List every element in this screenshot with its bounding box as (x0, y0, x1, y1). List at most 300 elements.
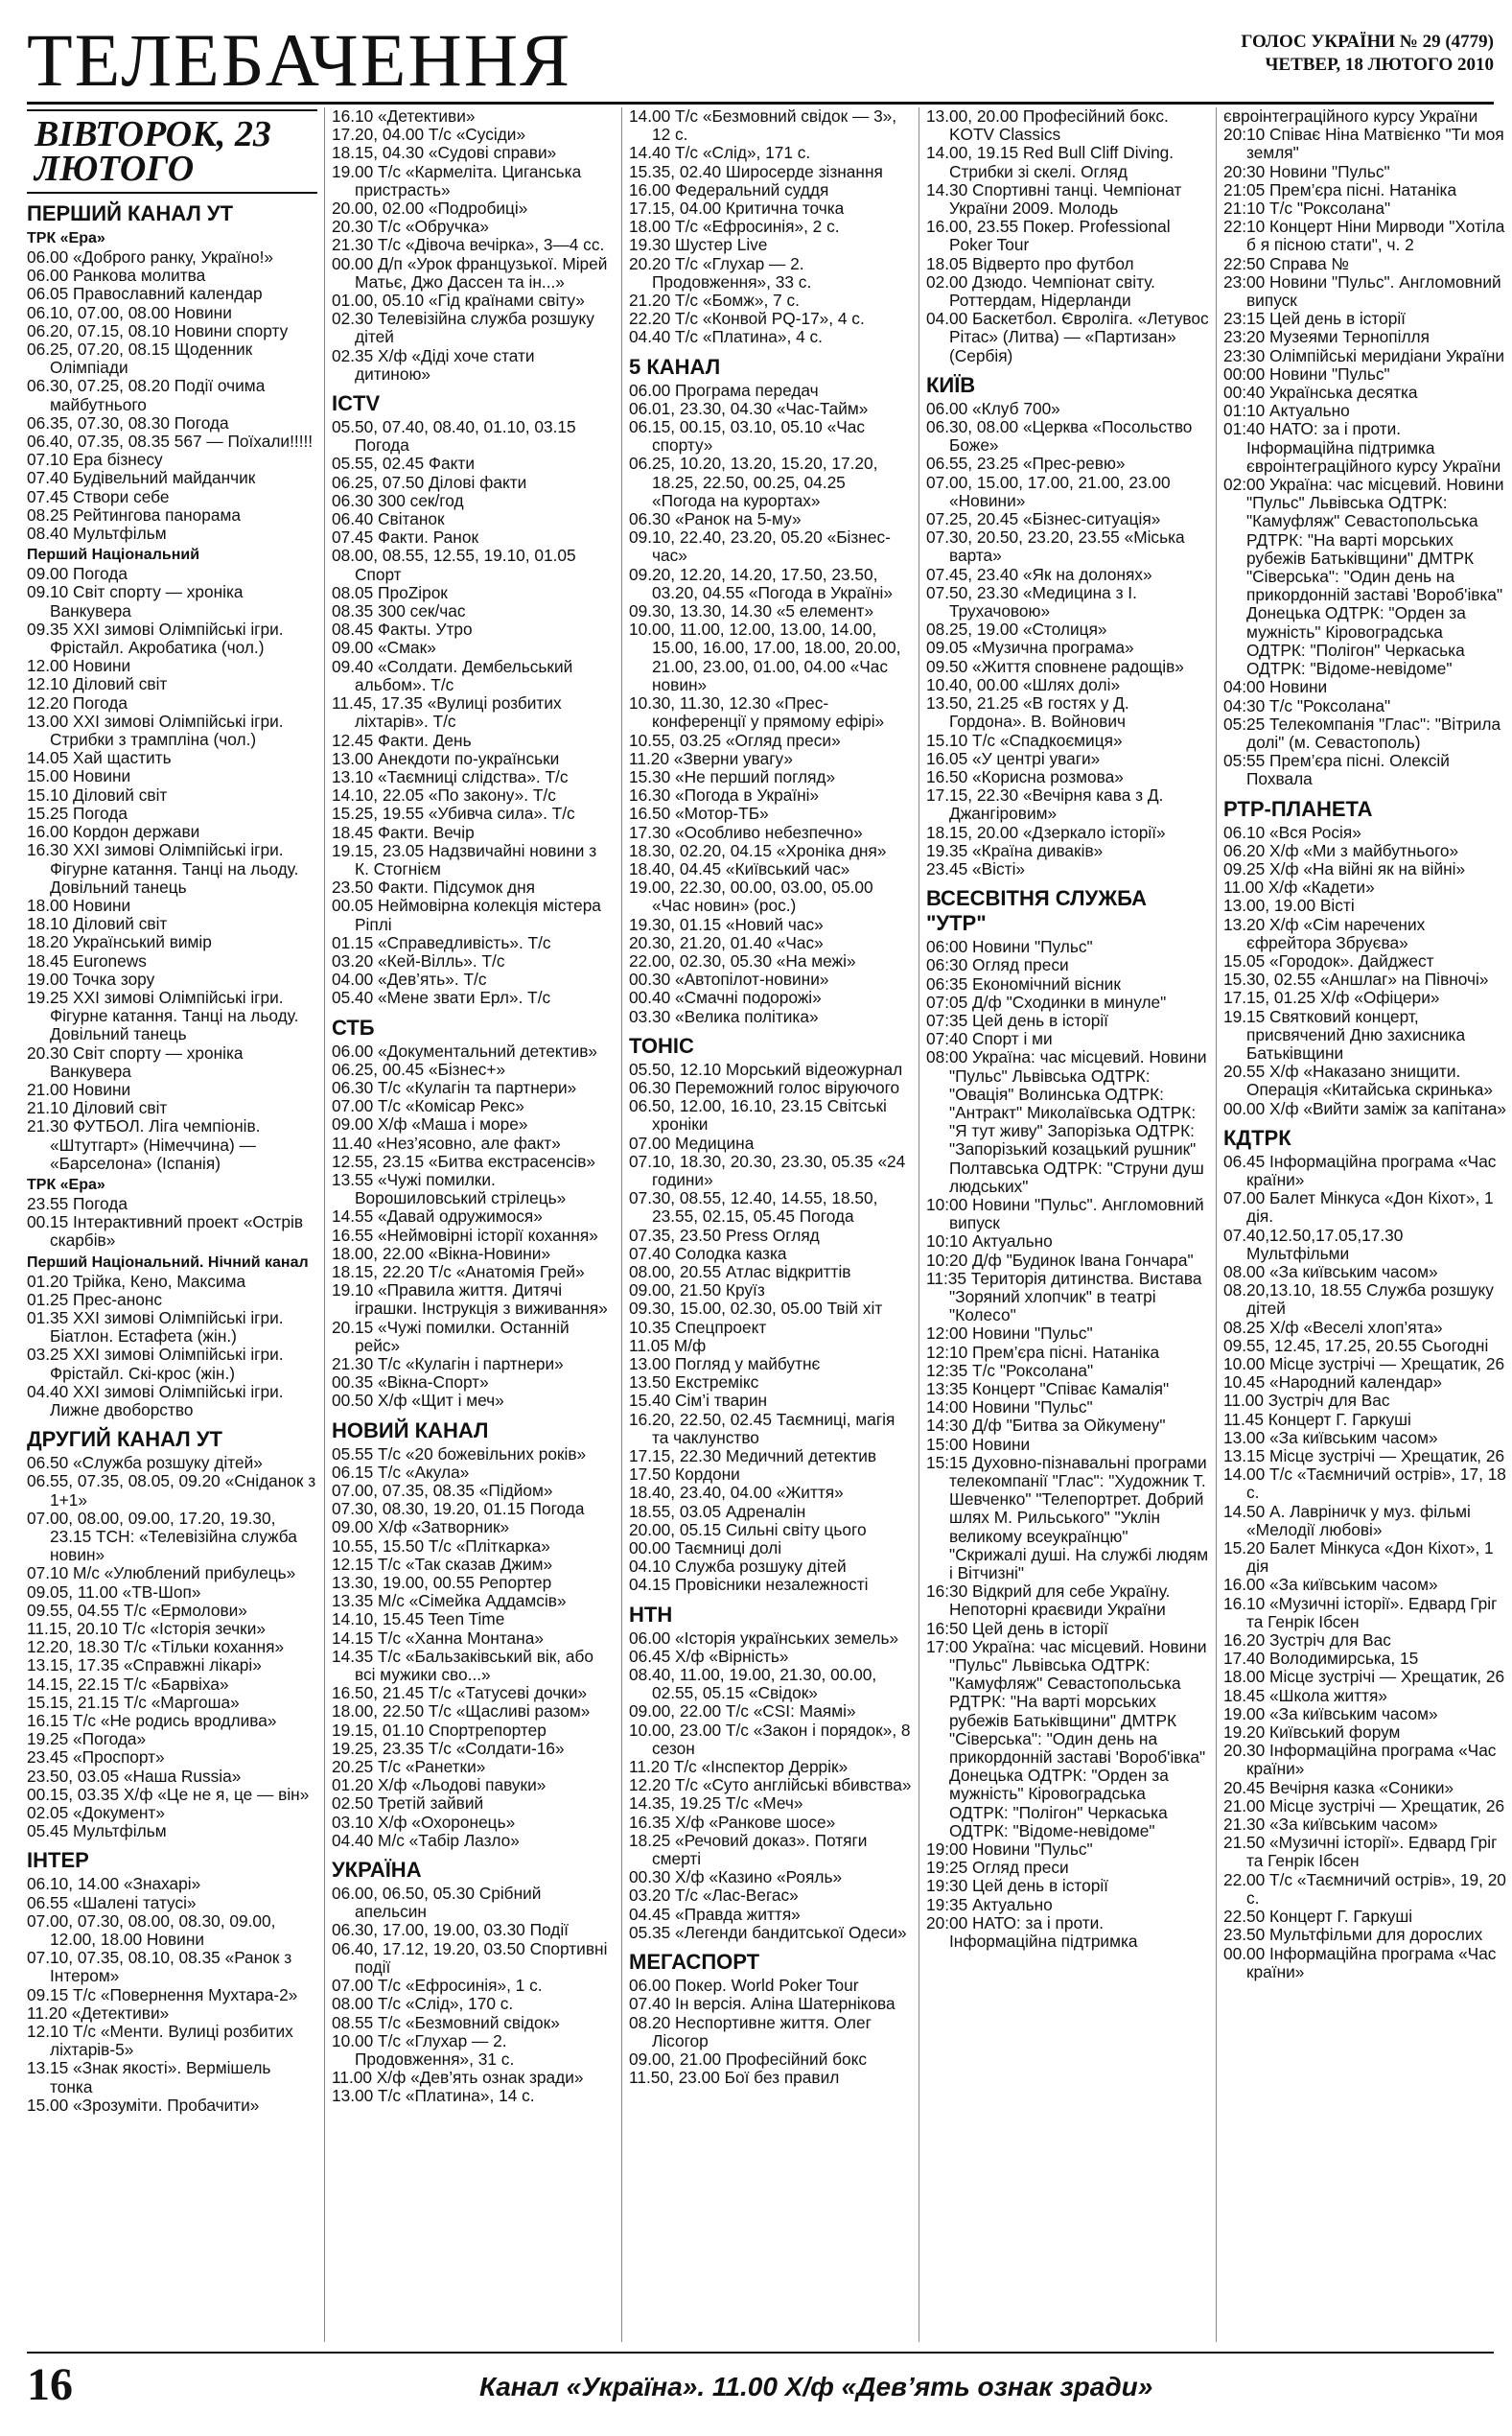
program-item: 14:00 Новини "Пульс" (926, 1397, 1093, 1417)
program-item: 12.10 Т/с «Менти. Вулиці розбитих ліхтарів-5» (27, 2022, 293, 2060)
channel-subheading: Перший Національний (27, 547, 200, 564)
newspaper-issue: ГОЛОС УКРАЇНИ № 29 (4779) (1241, 32, 1494, 52)
program-item: 10.00 Т/с «Глухар — 2. Продовження», 31 с. (332, 2030, 515, 2069)
program-item: 14.40 Т/с «Слід», 171 с. (629, 143, 811, 163)
program-item: 16.30 XXI зимові Олімпійські ігри. Фігурне катання. Танці на льоду. Довільний танець (27, 840, 299, 897)
program-item: 06.35, 07.30, 08.30 Погода (27, 412, 229, 433)
program-item: 04.40 Т/с «Платина», 4 с. (629, 327, 823, 347)
program-item: 02.50 Третій зайвий (332, 1793, 484, 1814)
program-item: 09.35 XXI зимові Олімпійські ігри. Фрістайл. Акробатика (чол.) (27, 619, 284, 658)
program-item: 11.15, 20.10 Т/с «Історія зечки» (27, 1619, 266, 1639)
program-item: 09.10, 22.40, 23.20, 05.20 «Бізнес-час» (629, 527, 891, 566)
program-item: 06.00 «Історія українських земель» (629, 1628, 899, 1648)
program-item: 21.00 Новини (27, 1079, 131, 1099)
program-item: 08.00 Т/с «Слід», 170 с. (332, 1994, 514, 2014)
program-item: 08.35 300 сек/час (332, 601, 466, 621)
program-item: 08.25 Х/ф «Веселі хлоп’ята» (1223, 1317, 1443, 1337)
program-item: 13.10 «Таємниці слідства». Т/с (332, 766, 569, 786)
program-item: 21.30 «За київським часом» (1223, 1815, 1438, 1835)
channel-heading: ICTV (332, 391, 381, 416)
program-item: 14.15, 22.15 Т/с «Барвіха» (27, 1674, 229, 1694)
program-item: 06.30 Т/с «Кулагін та партнери» (332, 1077, 577, 1097)
program-item: 04.00 «Дев’ять». Т/с (332, 970, 487, 990)
program-item: 03.20 «Кей-Вілль». Т/с (332, 950, 505, 971)
program-item: 06.00 «Документальний детектив» (332, 1041, 598, 1061)
program-item: 07.40 Ін версія. Аліна Шатернікова (629, 1994, 896, 2014)
program-item: 08.40, 11.00, 19.00, 21.30, 00.00, 02.55, 05.15 «Свідок» (629, 1665, 877, 1703)
program-item: 07.30, 20.50, 23.20, 23.55 «Міська варта» (926, 527, 1185, 566)
program-item: 19.30, 01.15 «Новий час» (629, 914, 824, 934)
program-item: 18.25 «Речовий доказ». Потяги смерті (629, 1830, 868, 1869)
program-item: 11.00 Зустріч для Вас (1223, 1391, 1390, 1411)
program-item: 14.00, 19.15 Red Bull Cliff Diving. Стрибки зі скелі. Огляд (926, 143, 1175, 181)
program-item: 10.00, 23.00 Т/с «Закон і порядок», 8 сезон (629, 1720, 911, 1758)
program-item: 00.35 «Вікна-Спорт» (332, 1372, 489, 1393)
program-item: 06.00 «Клуб 700» (926, 398, 1060, 418)
program-item: 15.10 Діловий світ (27, 785, 168, 805)
program-item: 06.30, 08.00 «Церква «Посольство Боже» (926, 417, 1193, 456)
program-item: 18.00 Місце зустрічі — Хрещатик, 26 (1223, 1667, 1505, 1687)
program-item: 15.00 Новини (27, 766, 131, 786)
program-item: 19.10 «Правила життя. Дитячі іграшки. Інструкція з виживання» (332, 1280, 608, 1319)
program-item: 14.05 Хай щастить (27, 748, 172, 768)
program-item: 16.00 «За київським часом» (1223, 1575, 1438, 1595)
program-item: 09.00 Х/ф «Маша і море» (332, 1114, 528, 1135)
program-item: 07.40,12.50,17.05,17.30 Мультфільми (1223, 1225, 1404, 1263)
program-item: 15:00 Новини (926, 1434, 1031, 1454)
program-item: 10.30, 11.30, 12.30 «Прес-конференції у прямому ефірі» (629, 693, 885, 732)
program-item: 01.15 «Справедливість». Т/с (332, 932, 551, 952)
program-item: 09.00, 21.50 Круїз (629, 1280, 765, 1300)
program-item: 23:30 Олімпійські меридіани України (1223, 345, 1505, 365)
program-item: 21.30 ФУТБОЛ. Ліга чемпіонів. «Штутгарт» (Німеччина) — «Барселона» (Іспанія) (27, 1116, 261, 1173)
program-item: 06.10 «Вся Росія» (1223, 822, 1361, 842)
program-item: 00.05 Неймовірна колекція містера Ріплі (332, 896, 601, 934)
program-item: 19.25, 23.35 Т/с «Солдати-16» (332, 1738, 565, 1758)
channel-heading: 5 КАНАЛ (629, 354, 721, 379)
program-item: 05.45 Мультфільм (27, 1821, 167, 1841)
program-item: 10:00 Новини "Пульс". Англомовний випуск (926, 1194, 1204, 1233)
program-item: 11.00 Х/ф «Дев’ять ознак зради» (332, 2068, 584, 2088)
program-item: 09.05 «Музична програма» (926, 638, 1134, 658)
program-item: 07.10, 07.35, 08.10, 08.35 «Ранок з Інтером» (27, 1948, 292, 1986)
program-item: 00.00 Х/ф «Вийти заміж за капітана» (1223, 1098, 1507, 1118)
program-item: 14.30 Спортивні танці. Чемпіонат України 2009. Молодь (926, 179, 1182, 219)
program-item: 06.30 300 сек/год (332, 490, 464, 510)
program-item: 13:35 Концерт "Співає Камалія" (926, 1379, 1170, 1398)
program-item: 21.30 Т/с «Дівоча вечірка», 3—4 сс. (332, 235, 605, 255)
program-item: 06.30 «Ранок на 5-му» (629, 509, 802, 529)
program-item: 06.40 Світанок (332, 509, 445, 529)
program-item: 09.25 Х/ф «На війні як на війні» (1223, 858, 1466, 878)
program-item: 16.50 «Корисна розмова» (926, 766, 1124, 786)
program-item: 07:40 Спорт і ми (926, 1029, 1053, 1049)
program-item: 16.00 Кордон держави (27, 822, 200, 842)
program-item: 19:30 Цей день в історії (926, 1876, 1108, 1896)
program-item: 14:30 Д/ф "Битва за Ойкумену" (926, 1416, 1166, 1436)
program-item: 12.45 Факти. День (332, 730, 472, 750)
program-item: 09.55, 12.45, 17.25, 20.55 Сьогодні (1223, 1335, 1489, 1355)
program-item: 04.00 Баскетбол. Євроліга. «Летувос Рітас» (Литва) — «Партизан» (Сербія) (926, 309, 1209, 365)
program-item: 18.00, 22.50 Т/с «Щасливі разом» (332, 1701, 591, 1722)
channel-heading: НОВИЙ КАНАЛ (332, 1417, 489, 1442)
program-item: 11.20 Т/с «Інспектор Деррік» (629, 1757, 849, 1777)
program-item: 15.10 Т/с «Спадкоємиця» (926, 730, 1123, 750)
program-item: 06:00 Новини "Пульс" (926, 937, 1093, 957)
program-item: 09.00 Погода (27, 564, 128, 584)
program-item: 07.10 Ера бізнесу (27, 450, 163, 470)
program-item: 08.45 Факты. Утро (332, 620, 473, 640)
program-item: 13.50 Екстремікс (629, 1372, 759, 1393)
program-item: 13.00, 20.00 Професійний бокс. KOTV Classics (926, 107, 1169, 145)
program-item: 01:40 НАТО: за і проти. Інформаційна підтримка євроінтеграційного курсу України (1223, 419, 1501, 476)
program-item: 01.00, 05.10 «Гід країнами світу» (332, 291, 585, 311)
program-item: 19.00 «За київським часом» (1223, 1703, 1438, 1723)
program-item: 13.00 XXI зимові Олімпійські ігри. Стрибки з трампліна (чол.) (27, 711, 284, 750)
tv-listings (27, 107, 1507, 2342)
program-item: 05:25 Телекомпанія "Глас": "Вітрила долі" (м. Севастополь) (1223, 714, 1501, 752)
header-rule (27, 102, 1494, 105)
program-item: 20.20 Т/с «Глухар — 2. Продовження», 33 с. (629, 253, 812, 292)
program-item: 00.50 Х/ф «Щит і меч» (332, 1391, 504, 1411)
program-item: 08:00 Україна: час місцевий. Новини "Пульс" Львівська ОДТРК: "Овація" Волинська ОДТРК: "Антракт" Миколаївська ОДТРК: "Я тут живу" Запорізька ОДТРК: "Запорізький козацький рушник" Полтавська ОДТРК: "Струни душ людських" (926, 1047, 1207, 1196)
program-item: 08.20,13.10, 18.55 Служба розшуку дітей (1223, 1280, 1494, 1319)
column-1 (27, 107, 324, 2342)
program-item: 18.15, 20.00 «Дзеркало історії» (926, 822, 1166, 842)
day-heading: ВІВТОРОК, 23 ЛЮТОГО (27, 109, 317, 194)
program-item: 18.30, 02.20, 04.15 «Хроніка дня» (629, 840, 887, 860)
program-item: євроінтеграційного курсу України (1223, 107, 1478, 126)
program-item: 20:30 Новини "Пульс" (1223, 161, 1390, 181)
program-item: 20.45 Вечірня казка «Соники» (1223, 1777, 1454, 1797)
program-item: 18.10 Діловий світ (27, 914, 168, 934)
program-item: 07.00 Балет Мінкуса «Дон Кіхот», 1 дія. (1223, 1188, 1494, 1227)
program-item: 10.00, 11.00, 12.00, 13.00, 14.00, 15.00, 16.00, 17.00, 18.00, 20.00, 21.00, 23.00, 01.00, 04.00 «Час новин» (629, 620, 901, 694)
program-item: 00.00 Інформаційна програма «Час країни» (1223, 1943, 1497, 1981)
program-item: 15.05 «Городок». Дайджест (1223, 950, 1434, 971)
program-item: 05.55, 02.45 Факти (332, 454, 475, 474)
program-item: 10:10 Актуально (926, 1231, 1053, 1252)
program-item: 07.00, 15.00, 17.00, 21.00, 23.00 «Новини» (926, 472, 1171, 510)
program-item: 07:35 Цей день в історії (926, 1010, 1108, 1030)
program-item: 21:10 Т/с "Роксолана" (1223, 199, 1391, 219)
program-item: 11.45, 17.35 «Вулиці розбитих ліхтарів». Т/с (332, 693, 562, 732)
program-item: 21.20 Т/с «Бомж», 7 с. (629, 291, 800, 311)
program-item: 18.00, 22.00 «Вікна-Новини» (332, 1243, 551, 1263)
program-item: 13.15 «Знак якості». Вермішель тонка (27, 2058, 271, 2096)
footer-promo: Канал «Україна». 11.00 Х/ф «Дев’ять ознак зради» (479, 2372, 1153, 2401)
program-item: 07.10, 18.30, 20.30, 23.30, 05.35 «24 години» (629, 1151, 906, 1189)
program-item: 12:00 Новини "Пульс" (926, 1323, 1093, 1344)
program-item: 14.15 Т/с «Ханна Монтана» (332, 1628, 544, 1648)
program-item: 06:35 Економічний вісник (926, 973, 1121, 994)
program-item: 14.10, 22.05 «По закону». Т/с (332, 785, 556, 806)
program-item: 00.15 Інтерактивний проект «Острів скарбів» (27, 1212, 304, 1251)
program-item: 17:00 Україна: час місцевий. Новини "Пульс" Львівська ОДТРК: "Камуфляж" Севастопольська РДТРК: "На варті морських рубежів Батьківщини" ДМТРК "Сіверська": "Один день на прикордонній заставі 'Вороб'івка" Донецька ОДТРК: "Орден за мужність" Кіровоградська ОДТРК: "Полігон" Черкаська ОДТРК: "Відоме-невідоме" (926, 1636, 1207, 1840)
program-item: 05.50, 07.40, 08.40, 01.10, 03.15 Погода (332, 417, 576, 456)
program-item: 01:10 Актуально (1223, 401, 1350, 421)
program-item: 08.55 Т/с «Безмовний свідок» (332, 2012, 560, 2032)
program-item: 23.55 Погода (27, 1193, 128, 1213)
program-item: 12.20 Погода (27, 692, 128, 713)
program-item: 06.10, 07.00, 08.00 Новини (27, 302, 232, 322)
program-item: 06.50, 12.00, 16.10, 23.15 Світські хроніки (629, 1096, 887, 1135)
channel-heading: КИЇВ (926, 372, 976, 397)
section-title: ТЕЛЕБАЧЕННЯ (27, 18, 572, 102)
program-item: 16.00, 23.55 Покер. Professional Poker Tour (926, 217, 1171, 255)
program-item: 02.35 Х/ф «Діді хоче стати дитиною» (332, 345, 535, 384)
program-item: 07.35, 23.50 Press Огляд (629, 1225, 820, 1245)
program-item: 03.25 XXI зимові Олімпійські ігри. Фрістайл. Скі-крос (жін.) (27, 1345, 284, 1383)
program-item: 06.45 Інформаційна програма «Час країни» (1223, 1151, 1497, 1189)
program-item: 00.30 «Автопілот-новини» (629, 970, 829, 990)
program-item: 00:00 Новини "Пульс" (1223, 363, 1390, 384)
program-item: 09.00 Х/ф «Затворник» (332, 1517, 510, 1537)
program-item: 07.50, 23.30 «Медицина з І. Трухачовою» (926, 582, 1137, 621)
program-item: 16.55 «Неймовірні історії кохання» (332, 1225, 598, 1245)
program-item: 08.05 ПроZірок (332, 582, 448, 602)
program-item: 11.20 «Зверни увагу» (629, 748, 794, 768)
program-item: 04:00 Новини (1223, 677, 1328, 697)
program-item: 16.50, 21.45 Т/с «Татусеві дочки» (332, 1683, 588, 1703)
program-item: 14.55 «Давай одружимося» (332, 1206, 543, 1227)
program-item: 06:30 Огляд преси (926, 955, 1069, 975)
program-item: 08.00, 20.55 Атлас відкриттів (629, 1261, 851, 1281)
program-item: 01.20 Х/ф «Льодові павуки» (332, 1775, 547, 1795)
program-item: 22:50 Справа № (1223, 253, 1350, 273)
program-item: 12.20 Т/с «Суто англійські вбивства» (629, 1775, 912, 1795)
channel-heading: КДТРК (1223, 1125, 1291, 1150)
program-item: 19.30 Шустер Live (629, 235, 768, 255)
program-item: 06.10, 14.00 «Знахарі» (27, 1874, 201, 1894)
column-4 (919, 107, 1216, 2342)
channel-heading: ІНТЕР (27, 1848, 89, 1873)
program-item: 16:30 Відкрий для себе Україну. Непоторні краєвиди України (926, 1581, 1171, 1620)
program-item: 16.50 «Мотор-ТБ» (629, 804, 769, 824)
program-item: 10.55, 15.50 Т/с «Пліткарка» (332, 1535, 550, 1556)
program-item: 09.20, 12.20, 14.20, 17.50, 23.50, 03.20, 04.55 «Погода в Україні» (629, 564, 893, 602)
program-item: 01.25 Прес-анонс (27, 1289, 163, 1309)
program-item: 01.35 XXI зимові Олімпійські ігри. Біатлон. Естафета (жін.) (27, 1307, 284, 1347)
program-item: 19.00, 22.30, 00.00, 03.00, 05.00 «Час новин» (рос.) (629, 878, 873, 916)
program-item: 04:30 Т/с "Роксолана" (1223, 695, 1391, 715)
program-item: 13.55 «Чужі помилки. Ворошиловський стрілець» (332, 1169, 567, 1208)
program-item: 18.45 Факти. Вечір (332, 822, 475, 842)
program-item: 15.40 Сім’і тварин (629, 1391, 768, 1411)
program-item: 02.30 Телевізійна служба розшуку дітей (332, 309, 594, 347)
program-item: 18.20 Український вимір (27, 932, 212, 952)
program-item: 06.25, 07.50 Ділові факти (332, 472, 527, 492)
program-item: 17.15, 22.30 Медичний детектив (629, 1446, 877, 1466)
program-item: 18.00 Т/с «Ефросинія», 2 с. (629, 217, 840, 237)
program-item: 21.50 «Музичні історії». Едвард Гріг та Генрік Ібсен (1223, 1833, 1498, 1871)
program-item: 22.20 Т/с «Конвой PQ-17», 4 с. (629, 309, 865, 329)
program-item: 13.20 Х/ф «Сім наречених єфрейтора Збруєва» (1223, 914, 1426, 952)
program-item: 07.00, 07.35, 08.35 «Підйом» (332, 1481, 553, 1501)
program-item: 05:55 Прем’єра пісні. Олексій Похвала (1223, 751, 1450, 789)
program-item: 07.45, 23.40 «Як на долонях» (926, 564, 1152, 584)
program-item: 12:35 Т/с "Роксолана" (926, 1360, 1094, 1380)
program-item: 07.00, 08.00, 09.00, 17.20, 19.30, 23.15 ТСН: «Телевізійна служба новин» (27, 1508, 297, 1565)
program-item: 15.15, 21.15 Т/с «Маргоша» (27, 1692, 240, 1712)
program-item: 23.50, 03.05 «Наша Russia» (27, 1766, 242, 1786)
program-item: 02.00 Дзюдо. Чемпіонат світу. Роттердам, Нідерланди (926, 271, 1155, 311)
program-item: 10.00 Місце зустрічі — Хрещатик, 26 (1223, 1354, 1505, 1373)
channel-heading: ПЕРШИЙ КАНАЛ УТ (27, 201, 234, 225)
program-item: 06.25, 07.20, 08.15 Щоденник Олімпіади (27, 340, 253, 378)
program-item: 19.15, 01.10 Спортрепортер (332, 1720, 547, 1740)
program-item: 15.25, 19.55 «Убивча сила». Т/с (332, 804, 575, 824)
channel-subheading: Перший Національний. Нічний канал (27, 1253, 309, 1271)
program-item: 13.15 Місце зустрічі — Хрещатик, 26 (1223, 1446, 1505, 1466)
program-item: 13.35 М/с «Сімейка Аддамсів» (332, 1591, 567, 1611)
program-item: 08.25, 19.00 «Столиця» (926, 620, 1107, 640)
issue-info (1241, 31, 1494, 77)
program-item: 13.30, 19.00, 00.55 Репортер (332, 1573, 552, 1593)
program-item: 00.15, 03.35 Х/ф «Це не я, це — він» (27, 1784, 310, 1804)
program-item: 07.10 М/с «Улюблений прибулець» (27, 1563, 296, 1583)
program-item: 18.55, 03.05 Адреналін (629, 1501, 806, 1521)
program-item: 16.05 «У центрі уваги» (926, 748, 1101, 768)
program-item: 01.20 Трійка, Кено, Максима (27, 1271, 246, 1291)
program-item: 11.05 М/ф (629, 1335, 707, 1355)
program-item: 03.10 Х/ф «Охоронець» (332, 1812, 516, 1832)
program-item: 10.55, 03.25 «Огляд преси» (629, 730, 841, 750)
program-item: 19.15 Святковий концерт, присвячений Дню захисника Батьківщини (1223, 1006, 1466, 1063)
program-item: 13.50, 21.25 «В гостях у Д. Гордона». В. Войнович (926, 693, 1129, 732)
channel-subheading: ТРК «Ера» (27, 1176, 105, 1193)
program-item: 19:25 Огляд преси (926, 1858, 1069, 1878)
program-item: 16.20 Зустріч для Вас (1223, 1630, 1391, 1651)
program-item: 11.20 «Детективи» (27, 2003, 170, 2023)
program-item: 22.50 Концерт Г. Гаркуші (1223, 1907, 1413, 1927)
program-item: 15:15 Духовно-пізнавальні програми телекомпанії "Глас": "Художник Т. Шевченко" "Телепортрет. Добрий шлях М. Рильського" "Уклін великому всеукраїнцю" "Скрижалі душі. На службі людям і Вітчизні" (926, 1452, 1209, 1583)
program-item: 20:10 Співає Ніна Матвієнко "Ти моя земля" (1223, 125, 1504, 163)
channel-heading: СТБ (332, 1015, 375, 1040)
program-item: 06.00 Ранкова молитва (27, 266, 206, 286)
program-item: 09.00, 21.00 Професійний бокс (629, 2049, 868, 2069)
program-item: 12.55, 23.15 «Битва екстрасенсів» (332, 1151, 596, 1171)
program-item: 06.15 Т/с «Акула» (332, 1462, 470, 1482)
program-item: 12.20, 18.30 Т/с «Тільки кохання» (27, 1637, 285, 1657)
program-item: 20.30 Інформаційна програма «Час країни» (1223, 1741, 1497, 1779)
program-item: 09.55, 04.55 Т/с «Ермолови» (27, 1600, 247, 1620)
program-item: 18.45 Euronews (27, 950, 147, 971)
program-item: 19.20 Київський форум (1223, 1722, 1401, 1743)
program-item: 17.30 «Особливо небезпечно» (629, 822, 863, 842)
program-item: 06.30, 07.25, 08.20 Події очима майбутнього (27, 376, 266, 414)
program-item: 14.35, 19.25 Т/с «Меч» (629, 1793, 803, 1814)
program-item: 20.30 Т/с «Обручка» (332, 217, 490, 237)
program-item: 11.00 Х/ф «Кадети» (1223, 878, 1375, 898)
program-item: 11:35 Територія дитинства. Вистава "Зоряний хлопчик" в театрі "Колесо" (926, 1268, 1202, 1325)
program-item: 23.45 «Проспорт» (27, 1747, 165, 1768)
program-item: 20.00, 02.00 «Подробиці» (332, 199, 528, 219)
program-item: 21.00 Місце зустрічі — Хрещатик, 26 (1223, 1795, 1505, 1815)
program-item: 06.25, 00.45 «Бізнес+» (332, 1059, 506, 1079)
program-item: 07.00, 07.30, 08.00, 08.30, 09.00, 12.00, 18.00 Новини (27, 1910, 276, 1950)
program-item: 14.10, 15.45 Teen Time (332, 1609, 505, 1629)
program-item: 20.55 Х/ф «Наказано знищити. Операція «Китайська скринька» (1223, 1062, 1494, 1100)
program-item: 19:35 Актуально (926, 1894, 1053, 1914)
column-5 (1216, 107, 1512, 2342)
program-item: 16.10 «Музичні історії». Едвард Гріг та Генрік Ібсен (1223, 1593, 1498, 1631)
program-item: 08.00, 08.55, 12.55, 19.10, 01.05 Спорт (332, 546, 576, 584)
program-item: 19.25 «Погода» (27, 1729, 147, 1749)
program-item: 16.15 Т/с «Не родись вродлива» (27, 1711, 277, 1731)
program-item: 19.25 XXI зимові Олімпійські ігри. Фігурне катання. Танці на льоду. Довільний танець (27, 987, 299, 1044)
program-item: 07.30, 08.30, 19.20, 01.15 Погода (332, 1499, 585, 1519)
program-item: 23.45 «Вісті» (926, 858, 1026, 878)
program-item: 19.35 «Країна диваків» (926, 840, 1104, 860)
program-item: 06.55, 23.25 «Прес-ревю» (926, 454, 1126, 474)
program-item: 07.00 Т/с «Комісар Рекс» (332, 1096, 524, 1116)
program-item: 16.35 Х/ф «Ранкове шосе» (629, 1812, 836, 1832)
program-item: 06.00 Покер. World Poker Tour (629, 1976, 859, 1996)
program-item: 17.20, 04.00 Т/с «Сусіди» (332, 125, 526, 145)
program-item: 03.30 «Велика політика» (629, 1006, 819, 1026)
program-item: 15.20 Балет Мінкуса «Дон Кіхот», 1 дія (1223, 1538, 1494, 1577)
program-item: 23.50 Факти. Підсумок дня (332, 878, 535, 898)
program-item: 07.40 Солодка казка (629, 1243, 787, 1263)
program-item: 20:00 НАТО: за і проти. Інформаційна підтримка (926, 1912, 1138, 1952)
program-item: 15.00 «Зрозуміти. Пробачити» (27, 2095, 260, 2115)
program-item: 15.30 «Не перший погляд» (629, 766, 836, 786)
program-item: 13.00, 19.00 Вісті (1223, 896, 1355, 916)
program-item: 20.25 Т/с «Ранетки» (332, 1757, 486, 1777)
program-item: 18.40, 23.40, 04.00 «Життя» (629, 1483, 844, 1503)
program-item: 00.00 Д/п «Урок французької. Мірей Матьє, Джо Дассен та ін...» (332, 253, 608, 292)
program-item: 06.15, 00.15, 03.10, 05.10 «Час спорту» (629, 417, 865, 456)
channel-heading: НТН (629, 1602, 673, 1627)
program-item: 13.00 Т/с «Платина», 14 с. (332, 2086, 535, 2106)
program-item: 07.45 Створи себе (27, 486, 170, 506)
program-item: 19.00 Т/с «Кармеліта. Циганська пристрасть» (332, 161, 582, 199)
program-item: 06.00 Програма передач (629, 380, 819, 400)
program-item: 06.00 «Доброго ранку, Україно!» (27, 247, 274, 267)
program-item: 06.45 Х/ф «Вірність» (629, 1646, 789, 1666)
program-item: 20.30, 21.20, 01.40 «Час» (629, 932, 824, 952)
program-item: 12.15 Т/с «Так сказав Джим» (332, 1554, 553, 1574)
program-item: 16.00 Федеральний суддя (629, 179, 829, 199)
program-item: 13.00 Анекдоти по-українськи (332, 748, 560, 768)
program-item: 23:15 Цей день в історії (1223, 309, 1406, 329)
program-item: 10:20 Д/ф "Будинок Івана Гончара" (926, 1250, 1194, 1270)
program-item: 22.00 Т/с «Таємничий острів», 19, 20 с. (1223, 1869, 1506, 1908)
program-item: 05.55 Т/с «20 божевільних років» (332, 1443, 587, 1464)
program-item: 11.50, 23.00 Бої без правил (629, 2068, 840, 2088)
program-item: 18.15, 04.30 «Судові справи» (332, 143, 557, 163)
program-item: 08.20 Неспортивне життя. Олег Лісогор (629, 2012, 872, 2050)
program-item: 09.50 «Життя сповнене радощів» (926, 656, 1184, 676)
program-item: 09.30, 13.30, 14.30 «5 елемент» (629, 601, 874, 621)
channel-heading: МЕГАСПОРТ (629, 1950, 760, 1975)
channel-heading: ВСЕСВІТНЯ СЛУЖБА "УТР" (926, 886, 1147, 936)
program-item: 16.10 «Детективи» (332, 107, 476, 126)
program-item: 15.30, 02.55 «Аншлаг» на Півночі» (1223, 970, 1489, 990)
program-item: 07.30, 08.55, 12.40, 14.55, 18.50, 23.55, 02.15, 05.45 Погода (629, 1188, 878, 1227)
program-item: 15.35, 02.40 Широсерде зізнання (629, 161, 883, 181)
program-item: 14.00 Т/с «Безмовний свідок — 3», 12 с. (629, 107, 897, 145)
program-item: 08.00 «За київським часом» (1223, 1261, 1438, 1281)
program-item: 06.30 Переможний голос віруючого (629, 1077, 900, 1097)
program-item: 04.10 Служба розшуку дітей (629, 1557, 847, 1577)
program-item: 09.00 «Смак» (332, 638, 436, 658)
program-item: 20.15 «Чужі помилки. Останній рейс» (332, 1317, 570, 1355)
program-item: 22.00, 02.30, 05.30 «На межі» (629, 950, 856, 971)
program-item: 06.40, 07.35, 08.35 567 — Поїхали!!!!! (27, 432, 314, 452)
program-item: 09.30, 15.00, 02.30, 05.00 Твій хіт (629, 1299, 883, 1319)
